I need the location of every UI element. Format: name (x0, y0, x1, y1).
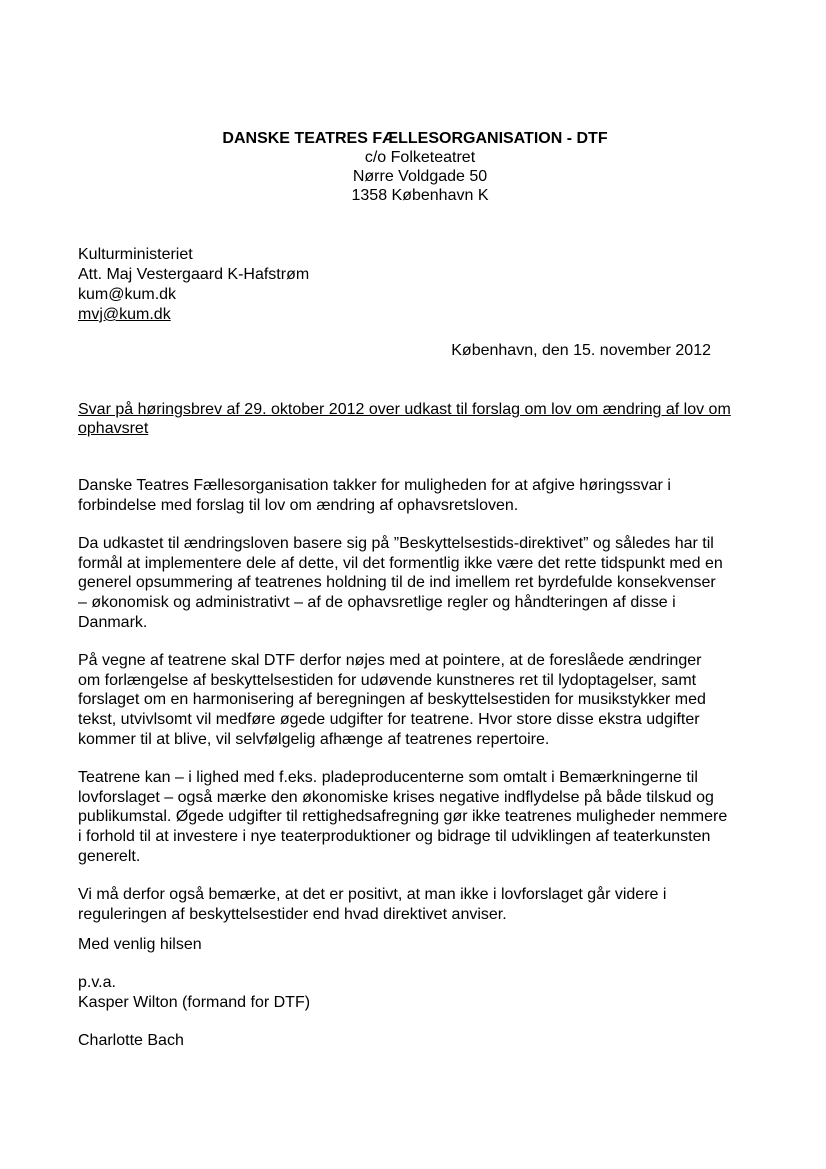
body-paragraph: Da udkastet til ændringsloven basere sig på ”Beskyttelsestids-direktivet” og således har til formål at implementere dele af dette, vil det formentlig ikke være det rette tidspunkt med en generel opsummering af teatrenes holdning til de ind imellem ret byrdefulde konsekvenser – økonomisk og administrativt – af de ophavsretlige regler og håndteringen af disse i Danmark. (78, 535, 723, 631)
sender-street: Nørre Voldgade 50 (352, 168, 488, 185)
signature-pva: p.v.a. (78, 974, 116, 991)
sender-header (0, 129, 826, 205)
sender-org: DANSKE TEATRES FÆLLESORGANISATION - DTF (222, 130, 608, 147)
signature-name-1: Kasper Wilton (formand for DTF) (78, 993, 311, 1011)
body-paragraph: På vegne af teatrene skal DTF derfor nøjes med at pointere, at de foreslåede ændringer om forlængelse af beskyttelsestiden for udøvende kunstneres ret til lydoptagelser, samt forslaget om en harmonisering af beregningen af beskyttelsestiden for musikstykker med tekst, utvivlsomt vil medføre øgede udgifter for teatrene. Hvor store disse ekstra udgifter kommer til at blive, vil selvfølgelig afhænge af teatrenes repertoire. (78, 652, 706, 748)
closing-text: Med venlig hilsen (78, 936, 202, 953)
closing-greeting (78, 935, 202, 955)
body-paragraph: Vi må derfor også bemærke, at det er positivt, at man ikke i lovforslaget går videre i reguleringen af beskyttelsestider end hvad direktivet anviser. (78, 886, 667, 923)
body-paragraph: Danske Teatres Fællesorganisation takker for muligheden for at afgive høringssvar i forbindelse med forslag til lov om ændring af ophavsretsloven. (78, 477, 671, 514)
recipient-name: Kulturministeriet (78, 246, 193, 263)
sender-city: 1358 København K (351, 187, 489, 204)
body-paragraph: Teatrene kan – i lighed med f.eks. pladeproducenterne som omtalt i Bemærkningerne til lovforslaget – også mærke den økonomiske krises negative indflydelse på både tilskud og publikumstal. Øgede udgifter til rettighedsafregning gør ikke teatrenes muligheder nemmere i forhold til at investere i nye teaterproduktioner og bidrage til udviklingen af teaterkunsten generelt. (78, 769, 728, 865)
letter-body (78, 476, 728, 943)
recipient-email-2-link[interactable]: mvj@kum.dk (78, 306, 171, 323)
recipient-block (78, 245, 309, 325)
sender-co: c/o Folketeatret (364, 149, 476, 166)
subject-line: Svar på høringsbrev af 29. oktober 2012 over udkast til forslag om lov om ændring af lov om ophavsret (78, 401, 731, 437)
recipient-att: Att. Maj Vestergaard K-Hafstrøm (78, 266, 310, 283)
dateline: København, den 15. november 2012 (451, 342, 711, 359)
recipient-email-1: kum@kum.dk (78, 286, 177, 303)
signature-block (78, 973, 310, 1012)
signature-name-2: Charlotte Bach (78, 1032, 184, 1049)
